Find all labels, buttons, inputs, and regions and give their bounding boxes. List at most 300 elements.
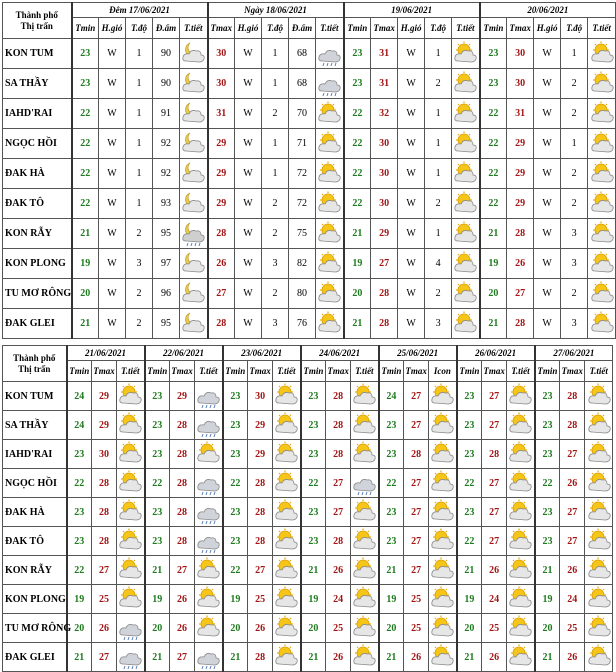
value-cell: 19: [480, 249, 507, 279]
value-cell: 28: [170, 527, 195, 556]
cloudy-moon-icon: [181, 191, 205, 217]
weather-cell: [195, 382, 223, 411]
value-cell: 23: [223, 411, 248, 440]
sun-cloud-icon: [508, 470, 532, 496]
value-cell: 28: [326, 411, 351, 440]
value-cell: 1: [126, 69, 153, 99]
value-cell: 23: [301, 440, 326, 469]
value-cell: 27: [507, 279, 534, 309]
value-cell: 28: [248, 527, 273, 556]
column-header: T.tiết: [195, 361, 223, 382]
city-name: ĐAK HÀ: [3, 159, 72, 189]
sun-cloud-icon: [587, 557, 611, 583]
table-row: [3, 411, 613, 440]
value-cell: 22: [480, 129, 507, 159]
value-cell: 20: [223, 614, 248, 643]
weather-cell: [452, 39, 480, 69]
value-cell: 26: [170, 614, 195, 643]
value-cell: 29: [208, 189, 235, 219]
value-cell: 2: [561, 99, 588, 129]
value-cell: 30: [371, 159, 398, 189]
weather-cell: [452, 69, 480, 99]
weather-cell: [588, 309, 616, 339]
value-cell: 3: [425, 309, 452, 339]
sun-cloud-icon: [453, 191, 477, 217]
value-cell: 90: [153, 39, 180, 69]
sun-cloud-icon: [317, 161, 341, 187]
value-cell: W: [534, 159, 561, 189]
value-cell: W: [99, 249, 126, 279]
sun-cloud-icon: [352, 528, 376, 554]
value-cell: 19: [145, 585, 170, 614]
weather-cell: [117, 440, 145, 469]
value-cell: W: [99, 189, 126, 219]
column-header: T.tiết: [588, 18, 616, 39]
value-cell: 23: [145, 382, 170, 411]
value-cell: 28: [92, 469, 117, 498]
value-cell: 21: [145, 556, 170, 585]
value-cell: 22: [535, 469, 560, 498]
sun-cloud-icon: [118, 586, 142, 612]
cloud-rain-icon: [196, 470, 220, 496]
value-cell: 21: [223, 643, 248, 672]
table-row: [3, 527, 613, 556]
value-cell: 21: [379, 643, 404, 672]
weather-cell: [429, 614, 457, 643]
weather-cell: [429, 440, 457, 469]
value-cell: 26: [92, 614, 117, 643]
sun-cloud-icon: [196, 557, 220, 583]
value-cell: 28: [92, 527, 117, 556]
date-header: Ngày 18/06/2021: [208, 3, 344, 18]
value-cell: 29: [208, 129, 235, 159]
sun-cloud-icon: [587, 412, 611, 438]
table-row: [3, 440, 613, 469]
column-header: Tmax: [208, 18, 235, 39]
sun-cloud-icon: [590, 251, 614, 277]
sun-cloud-icon: [274, 528, 298, 554]
value-cell: 26: [507, 249, 534, 279]
date-header: 26/06/2021: [457, 346, 535, 361]
sun-cloud-icon: [453, 311, 477, 337]
city-name: KON PLONG: [3, 585, 67, 614]
sun-cloud-icon: [430, 644, 454, 670]
weather-cell: [180, 219, 208, 249]
value-cell: 30: [248, 382, 273, 411]
cloudy-moon-icon: [181, 161, 205, 187]
value-cell: 27: [326, 498, 351, 527]
value-cell: 28: [170, 498, 195, 527]
value-cell: 21: [379, 556, 404, 585]
sun-cloud-icon: [274, 441, 298, 467]
value-cell: 93: [153, 189, 180, 219]
sun-cloud-icon: [590, 281, 614, 307]
value-cell: 26: [482, 556, 507, 585]
value-cell: 22: [223, 556, 248, 585]
value-cell: 1: [126, 99, 153, 129]
value-cell: 27: [404, 411, 429, 440]
weather-cell: [585, 585, 613, 614]
value-cell: 25: [404, 585, 429, 614]
sun-cloud-icon: [453, 281, 477, 307]
sun-cloud-icon: [590, 191, 614, 217]
weather-cell: [429, 585, 457, 614]
sun-cloud-icon: [317, 251, 341, 277]
value-cell: 28: [560, 411, 585, 440]
weather-cell: [585, 469, 613, 498]
table-row: [3, 309, 616, 339]
value-cell: 25: [326, 614, 351, 643]
weather-cell: [351, 440, 379, 469]
value-cell: 1: [425, 129, 452, 159]
weather-cell: [452, 219, 480, 249]
value-cell: 20: [67, 614, 92, 643]
value-cell: W: [235, 129, 262, 159]
weather-cell: [429, 556, 457, 585]
value-cell: 23: [223, 527, 248, 556]
value-cell: 28: [371, 279, 398, 309]
value-cell: 31: [507, 99, 534, 129]
sun-cloud-icon: [317, 101, 341, 127]
value-cell: 27: [208, 279, 235, 309]
sun-cloud-icon: [196, 441, 220, 467]
value-cell: 95: [153, 309, 180, 339]
weather-cell: [195, 411, 223, 440]
weather-cell: [429, 469, 457, 498]
column-header: H.gió: [534, 18, 561, 39]
column-header: T.tiết: [180, 18, 208, 39]
weather-cell: [351, 469, 379, 498]
city-name: KON TUM: [3, 39, 72, 69]
cloud-rain-icon: [196, 644, 220, 670]
value-cell: 31: [371, 69, 398, 99]
sun-cloud-icon: [274, 412, 298, 438]
weather-cell: [316, 69, 344, 99]
weather-cell: [316, 129, 344, 159]
value-cell: 28: [371, 309, 398, 339]
sun-cloud-icon: [453, 71, 477, 97]
table-row: [3, 129, 616, 159]
city-name: KON PLONG: [3, 249, 72, 279]
value-cell: 26: [326, 643, 351, 672]
cloud-rain-icon: [196, 383, 220, 409]
value-cell: 21: [457, 556, 482, 585]
weather-cell: [273, 440, 301, 469]
sun-cloud-icon: [587, 383, 611, 409]
value-cell: 3: [126, 249, 153, 279]
weather-cell: [507, 614, 535, 643]
value-cell: 26: [170, 585, 195, 614]
value-cell: 30: [208, 69, 235, 99]
value-cell: 2: [126, 219, 153, 249]
value-cell: 27: [404, 527, 429, 556]
date-header: 21/06/2021: [67, 346, 145, 361]
value-cell: 29: [507, 129, 534, 159]
column-header: Tmin: [457, 361, 482, 382]
value-cell: 27: [371, 249, 398, 279]
value-cell: 21: [67, 643, 92, 672]
value-cell: W: [398, 279, 425, 309]
weather-cell: [273, 556, 301, 585]
value-cell: 28: [170, 440, 195, 469]
value-cell: 22: [72, 189, 99, 219]
value-cell: 1: [262, 129, 289, 159]
value-cell: W: [534, 99, 561, 129]
sun-cloud-icon: [590, 71, 614, 97]
date-header: 27/06/2021: [535, 346, 613, 361]
value-cell: W: [534, 309, 561, 339]
weather-cell: [429, 411, 457, 440]
sun-cloud-icon: [196, 586, 220, 612]
column-header: Tmax: [560, 361, 585, 382]
value-cell: 31: [371, 39, 398, 69]
table-row: [3, 249, 616, 279]
sun-cloud-icon: [590, 221, 614, 247]
city-name: SA THẦY: [3, 411, 67, 440]
value-cell: 2: [262, 189, 289, 219]
value-cell: 25: [404, 614, 429, 643]
weather-cell: [195, 643, 223, 672]
value-cell: 28: [248, 469, 273, 498]
weather-cell: [585, 498, 613, 527]
value-cell: 27: [170, 556, 195, 585]
cloud-rain-icon: [196, 528, 220, 554]
column-header: Tmax: [371, 18, 398, 39]
value-cell: 2: [262, 219, 289, 249]
value-cell: 2: [425, 69, 452, 99]
weather-cell: [452, 249, 480, 279]
value-cell: 27: [404, 556, 429, 585]
weather-cell: [588, 249, 616, 279]
sun-cloud-icon: [587, 586, 611, 612]
value-cell: 70: [289, 99, 316, 129]
weather-cell: [117, 469, 145, 498]
value-cell: 22: [457, 527, 482, 556]
cloud-rain-icon: [196, 499, 220, 525]
value-cell: 80: [289, 279, 316, 309]
city-name: NGỌC HỒI: [3, 469, 67, 498]
value-cell: 22: [344, 99, 371, 129]
value-cell: 26: [208, 249, 235, 279]
value-cell: 21: [535, 643, 560, 672]
column-header: T.tiết: [316, 18, 344, 39]
weather-cell: [588, 189, 616, 219]
weather-cell: [180, 309, 208, 339]
value-cell: 20: [457, 614, 482, 643]
value-cell: 20: [535, 614, 560, 643]
weather-cell: [588, 219, 616, 249]
sun-cloud-icon: [590, 131, 614, 157]
city-name: SA THẦY: [3, 69, 72, 99]
table-row: [3, 219, 616, 249]
value-cell: 32: [371, 99, 398, 129]
weather-cell: [180, 129, 208, 159]
value-cell: 4: [425, 249, 452, 279]
table-row: [3, 498, 613, 527]
city-name: IAHD'RAI: [3, 440, 67, 469]
value-cell: 22: [72, 159, 99, 189]
value-cell: 72: [289, 189, 316, 219]
column-header: T.độ: [126, 18, 153, 39]
sun-cloud-icon: [118, 383, 142, 409]
value-cell: 3: [561, 249, 588, 279]
value-cell: 29: [248, 411, 273, 440]
value-cell: 23: [457, 382, 482, 411]
value-cell: 22: [223, 469, 248, 498]
weather-cell: [351, 643, 379, 672]
value-cell: 1: [126, 129, 153, 159]
value-cell: 76: [289, 309, 316, 339]
value-cell: 28: [482, 440, 507, 469]
value-cell: W: [235, 189, 262, 219]
value-cell: W: [398, 159, 425, 189]
sun-cloud-icon: [274, 383, 298, 409]
value-cell: 3: [262, 309, 289, 339]
weather-cell: [452, 159, 480, 189]
sun-cloud-icon: [453, 131, 477, 157]
value-cell: 2: [425, 189, 452, 219]
table-row: [3, 382, 613, 411]
table-row: [3, 279, 616, 309]
value-cell: 25: [248, 585, 273, 614]
weather-cell: [316, 219, 344, 249]
weather-cell: [588, 99, 616, 129]
value-cell: W: [235, 99, 262, 129]
value-cell: 23: [457, 440, 482, 469]
value-cell: 97: [153, 249, 180, 279]
table-row: [3, 159, 616, 189]
sun-cloud-icon: [430, 412, 454, 438]
value-cell: 24: [560, 585, 585, 614]
sun-cloud-icon: [508, 644, 532, 670]
value-cell: 2: [561, 69, 588, 99]
value-cell: 25: [92, 585, 117, 614]
value-cell: 30: [92, 440, 117, 469]
sun-cloud-icon: [590, 161, 614, 187]
value-cell: 19: [223, 585, 248, 614]
value-cell: 21: [344, 219, 371, 249]
table-row: [3, 469, 613, 498]
weather-cell: [351, 527, 379, 556]
value-cell: 30: [371, 129, 398, 159]
value-cell: 23: [301, 498, 326, 527]
cloudy-moon-icon: [181, 251, 205, 277]
value-cell: 23: [67, 440, 92, 469]
weather-cell: [180, 279, 208, 309]
value-cell: 21: [72, 309, 99, 339]
value-cell: 23: [344, 39, 371, 69]
date-header: 22/06/2021: [145, 346, 223, 361]
sun-cloud-icon: [352, 499, 376, 525]
value-cell: 29: [92, 411, 117, 440]
weather-cell: [117, 614, 145, 643]
weather-cell: [117, 498, 145, 527]
cloud-rain-icon: [317, 71, 341, 97]
column-header: H.gió: [235, 18, 262, 39]
city-name: TU MƠ RÔNG: [3, 614, 67, 643]
value-cell: 20: [72, 279, 99, 309]
value-cell: 95: [153, 219, 180, 249]
weather-cell: [273, 527, 301, 556]
sun-cloud-icon: [352, 586, 376, 612]
sun-cloud-icon: [118, 557, 142, 583]
weather-cell: [316, 189, 344, 219]
value-cell: 23: [223, 498, 248, 527]
value-cell: 2: [561, 159, 588, 189]
value-cell: 23: [535, 382, 560, 411]
value-cell: 68: [289, 39, 316, 69]
weather-cell: [507, 498, 535, 527]
value-cell: 21: [301, 556, 326, 585]
weather-cell: [316, 309, 344, 339]
column-header: Tmax: [326, 361, 351, 382]
weather-cell: [273, 643, 301, 672]
sun-cloud-icon: [453, 221, 477, 247]
value-cell: 2: [262, 279, 289, 309]
city-name: ĐAK TÔ: [3, 189, 72, 219]
value-cell: 2: [561, 189, 588, 219]
table-row: [3, 585, 613, 614]
cloud-rain-icon: [118, 644, 142, 670]
city-header: Thành phố Thị trấn: [3, 3, 72, 39]
sun-cloud-icon: [352, 383, 376, 409]
sun-cloud-icon: [430, 586, 454, 612]
date-header: 24/06/2021: [301, 346, 379, 361]
value-cell: 28: [170, 469, 195, 498]
weather-cell: [195, 498, 223, 527]
sun-cloud-icon: [274, 615, 298, 641]
moon-rain-icon: [181, 221, 205, 247]
value-cell: W: [99, 69, 126, 99]
weather-cell: [452, 99, 480, 129]
sun-cloud-icon: [590, 41, 614, 67]
sun-cloud-icon: [508, 412, 532, 438]
value-cell: 24: [326, 585, 351, 614]
weather-cell: [351, 498, 379, 527]
date-header: 23/06/2021: [223, 346, 301, 361]
weather-cell: [585, 643, 613, 672]
value-cell: 1: [262, 159, 289, 189]
value-cell: 75: [289, 219, 316, 249]
value-cell: W: [99, 279, 126, 309]
value-cell: 30: [208, 39, 235, 69]
value-cell: 26: [404, 643, 429, 672]
sun-cloud-icon: [508, 615, 532, 641]
city-header: Thành phố Thị trấn: [3, 346, 67, 382]
sun-cloud-icon: [317, 131, 341, 157]
weather-cell: [117, 411, 145, 440]
column-header: Tmax: [170, 361, 195, 382]
value-cell: 92: [153, 129, 180, 159]
value-cell: 2: [262, 99, 289, 129]
weather-cell: [585, 527, 613, 556]
column-header: T.tiết: [351, 361, 379, 382]
weather-cell: [117, 556, 145, 585]
column-header: Tmax: [507, 18, 534, 39]
value-cell: 19: [301, 585, 326, 614]
weather-cell: [117, 643, 145, 672]
value-cell: 21: [145, 643, 170, 672]
value-cell: W: [534, 129, 561, 159]
city-name: ĐAK TÔ: [3, 527, 67, 556]
weather-cell: [452, 189, 480, 219]
value-cell: 31: [208, 99, 235, 129]
city-name: KON RẪY: [3, 556, 67, 585]
weather-cell: [180, 159, 208, 189]
column-header: Tmin: [480, 18, 507, 39]
value-cell: 23: [223, 440, 248, 469]
column-header: Tmin: [379, 361, 404, 382]
